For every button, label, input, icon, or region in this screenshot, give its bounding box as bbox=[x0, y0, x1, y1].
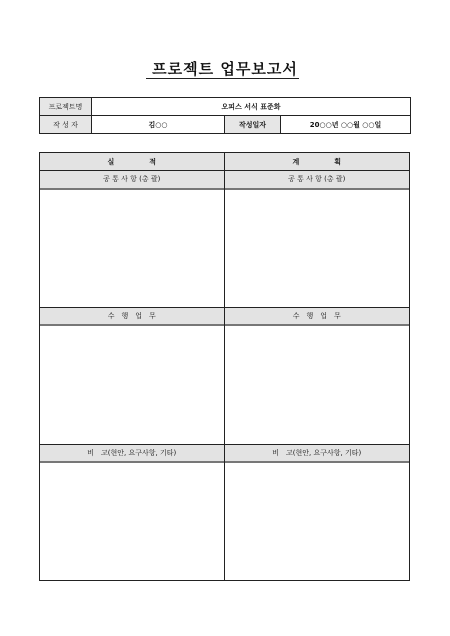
plan-tasks-body[interactable] bbox=[225, 326, 410, 444]
plan-common-body[interactable] bbox=[225, 190, 410, 307]
project-info-table bbox=[39, 97, 411, 134]
results-header: 실 적 bbox=[40, 153, 224, 171]
plan-notes-header: 비 고(현안, 요구사항, 기타) bbox=[225, 445, 410, 463]
project-name-label: 프로젝트명 bbox=[40, 98, 92, 116]
results-column bbox=[40, 153, 225, 580]
results-tasks-header: 수 행 업 무 bbox=[40, 308, 224, 326]
title-underline bbox=[146, 78, 299, 79]
author-label: 작 성 자 bbox=[40, 116, 92, 134]
report-main-table bbox=[39, 152, 410, 581]
plan-tasks-header: 수 행 업 무 bbox=[225, 308, 410, 326]
project-row bbox=[40, 98, 411, 116]
author-field[interactable]: 김○○ bbox=[92, 116, 225, 134]
results-notes-header: 비 고(현안, 요구사항, 기타) bbox=[40, 445, 224, 463]
results-notes-body[interactable] bbox=[40, 463, 224, 580]
results-common-header: 공 통 사 항 (총 괄) bbox=[40, 171, 224, 190]
author-row bbox=[40, 116, 411, 134]
document-title: 프로젝트 업무보고서 bbox=[152, 60, 298, 78]
plan-header: 계 획 bbox=[225, 153, 410, 171]
plan-column bbox=[225, 153, 410, 580]
date-field[interactable]: 20○○년 ○○월 ○○일 bbox=[281, 116, 411, 134]
results-tasks-body[interactable] bbox=[40, 326, 224, 444]
plan-common-header: 공 통 사 항 (총 괄) bbox=[225, 171, 410, 190]
project-name-field[interactable]: 오피스 서식 표준화 bbox=[92, 98, 411, 116]
results-common-body[interactable] bbox=[40, 190, 224, 307]
plan-notes-body[interactable] bbox=[225, 463, 410, 580]
date-label: 작성일자 bbox=[225, 116, 281, 134]
